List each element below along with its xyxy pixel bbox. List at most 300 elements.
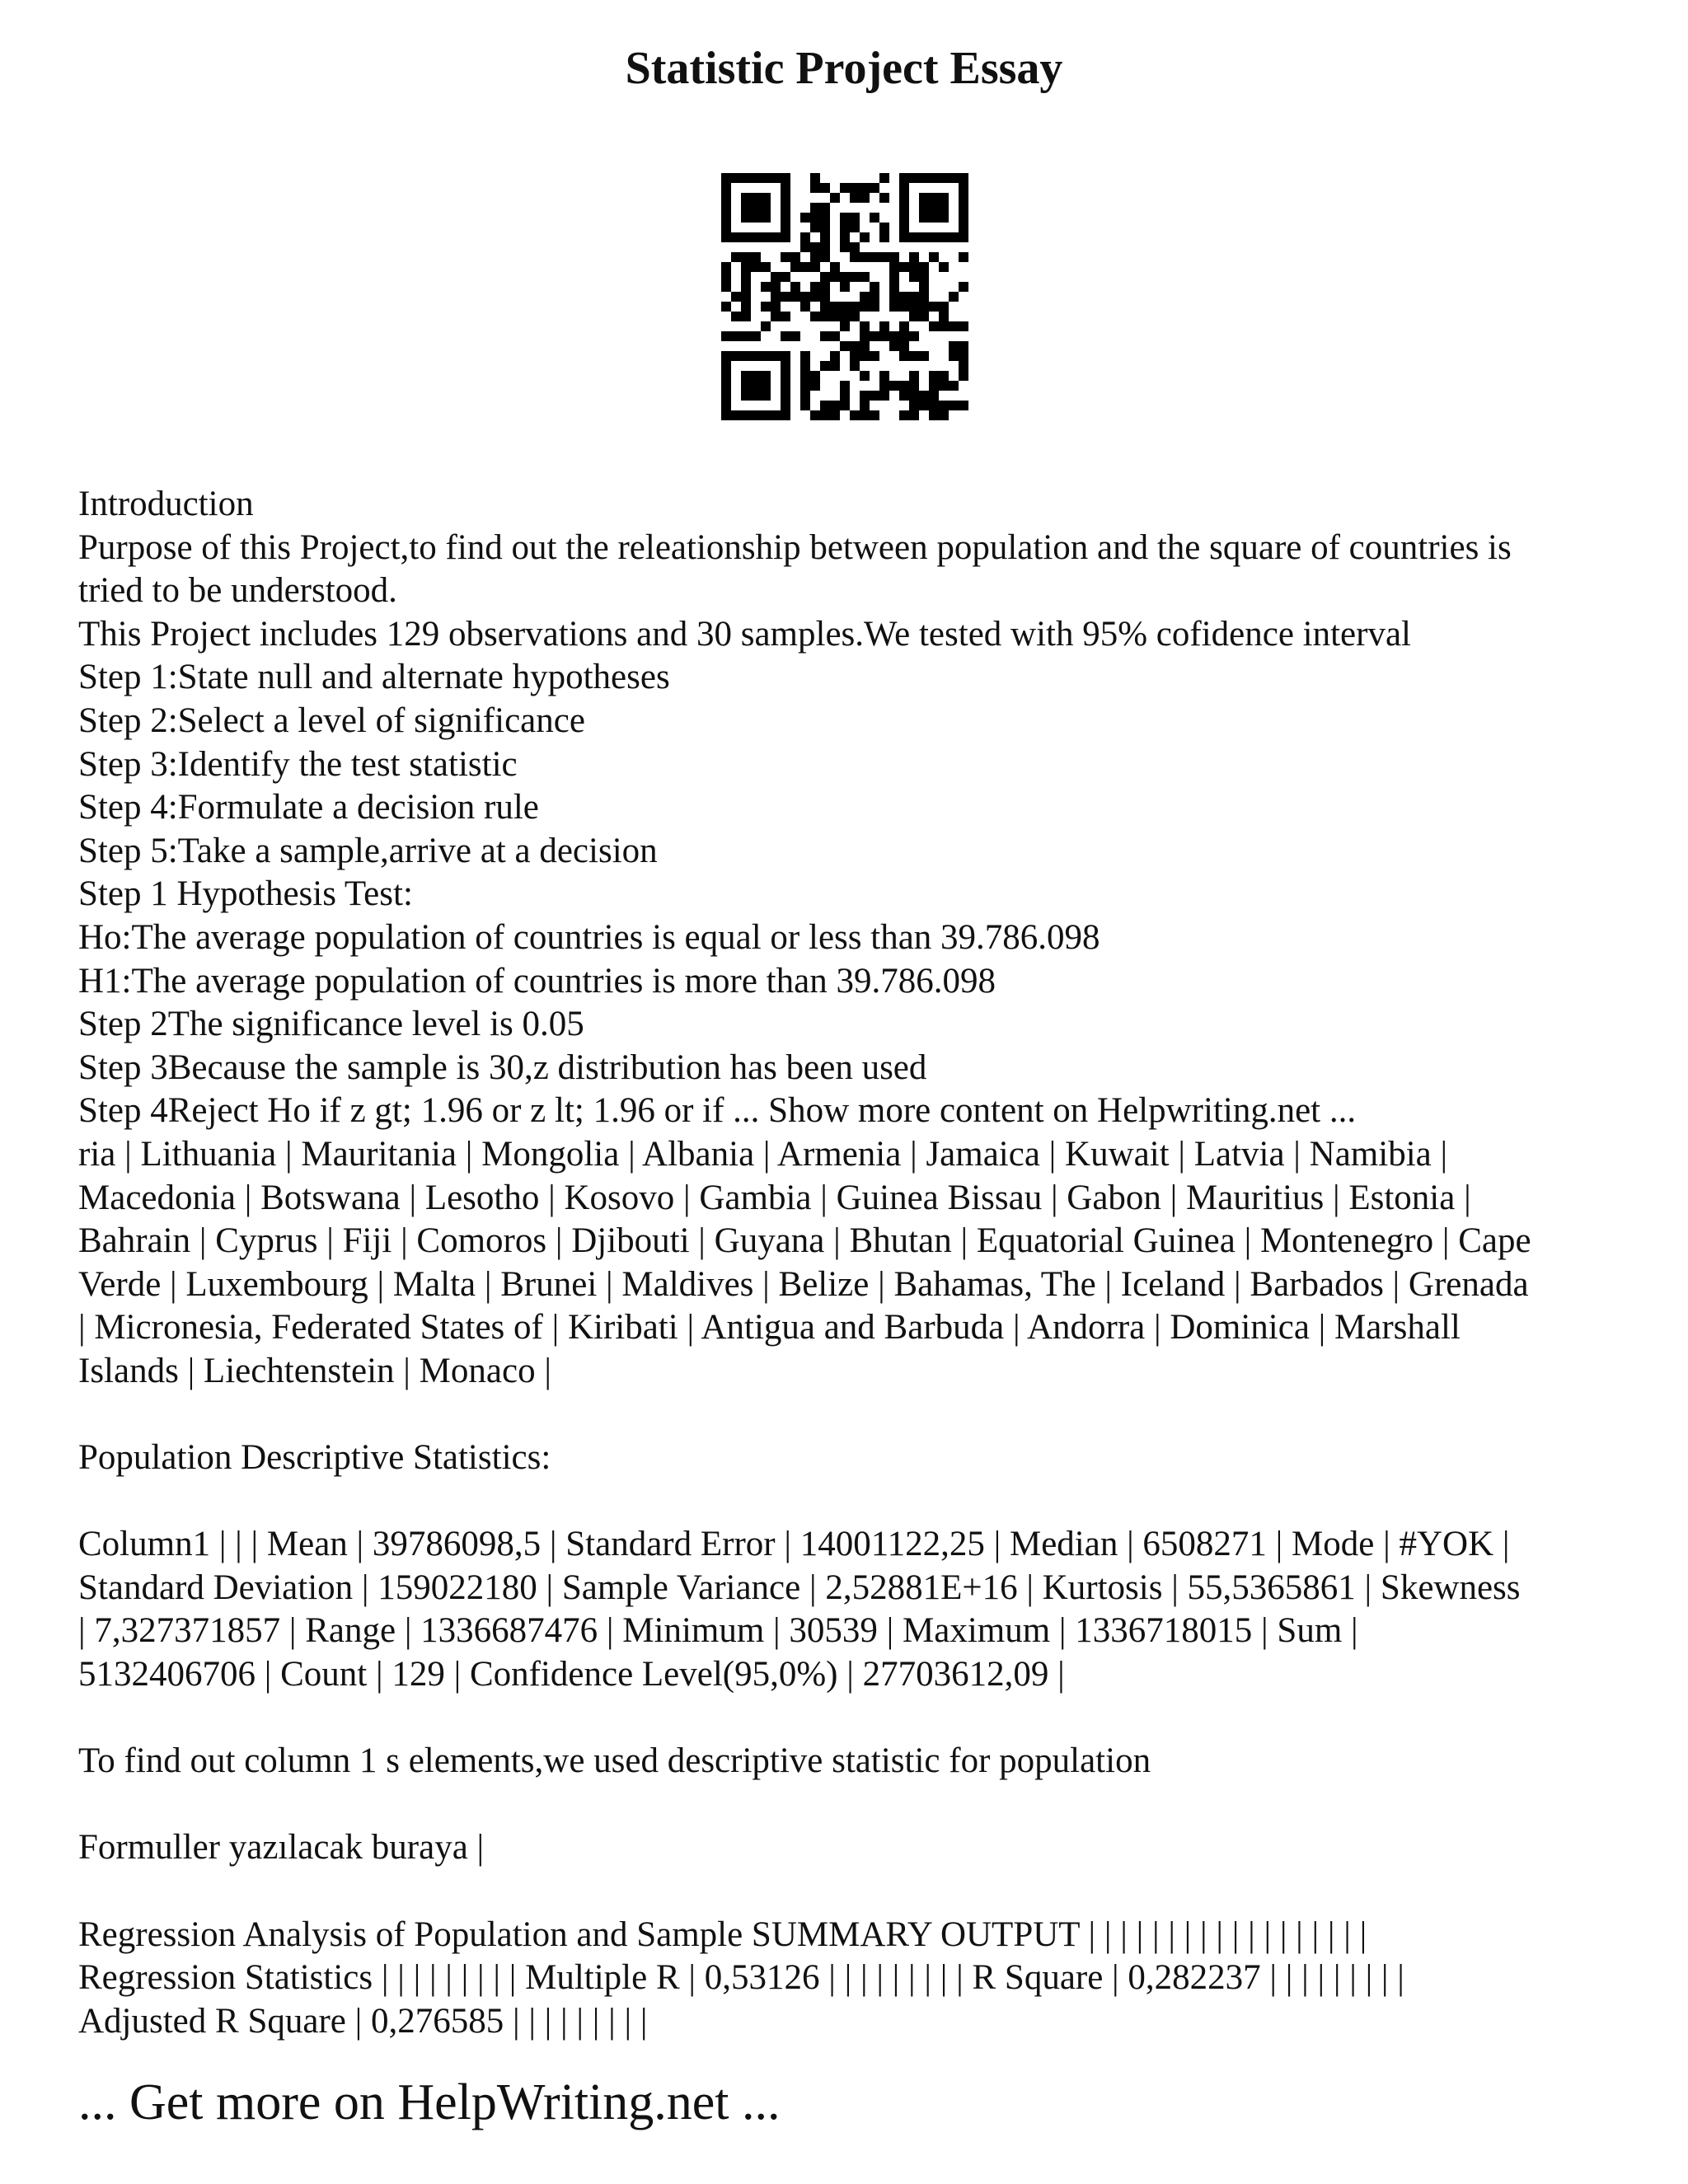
qr-module: [939, 381, 949, 391]
introduction-heading: Introduction: [78, 485, 254, 523]
qr-module: [870, 282, 879, 292]
qr-module: [919, 292, 929, 302]
qr-module: [731, 252, 741, 262]
qr-module: [830, 351, 840, 361]
qr-module: [820, 331, 830, 341]
qr-module: [810, 223, 820, 232]
qr-module: [771, 312, 781, 321]
formula-note-text: Formuller yazılacak buraya |: [78, 1828, 485, 1868]
qr-module: [929, 381, 939, 391]
qr-module: [761, 213, 771, 223]
qr-module: [959, 341, 968, 351]
qr-module: [870, 351, 879, 361]
qr-module: [919, 203, 929, 213]
qr-module: [929, 401, 939, 410]
qr-module: [800, 351, 810, 361]
qr-module: [761, 193, 771, 203]
qr-module: [909, 232, 919, 242]
qr-module: [949, 232, 959, 242]
qr-module: [751, 371, 761, 381]
qr-module: [721, 381, 731, 391]
qr-module: [860, 410, 870, 420]
qr-module: [830, 193, 840, 203]
qr-module: [929, 410, 939, 420]
document-body: [78, 483, 1628, 2132]
qr-module: [949, 381, 959, 391]
qr-module: [761, 381, 771, 391]
qr-module: [909, 312, 919, 321]
qr-module: [810, 292, 820, 302]
qr-module: [781, 223, 790, 232]
qr-module: [820, 401, 830, 410]
qr-module: [959, 213, 968, 223]
qr-module: [909, 252, 919, 262]
qr-module: [751, 193, 761, 203]
qr-module: [830, 410, 840, 420]
qr-module: [899, 391, 909, 401]
qr-module: [909, 401, 919, 410]
qr-module: [731, 410, 741, 420]
qr-module: [919, 193, 929, 203]
qr-module: [919, 302, 929, 312]
qr-module: [741, 232, 751, 242]
paragraph-gap: [78, 1393, 1628, 1436]
qr-module: [850, 341, 860, 351]
qr-module: [721, 351, 731, 361]
qr-module: [939, 213, 949, 223]
qr-module: [790, 252, 800, 262]
qr-module: [850, 223, 860, 232]
qr-module: [929, 193, 939, 203]
qr-module: [721, 262, 731, 272]
qr-module: [751, 381, 761, 391]
qr-module: [939, 262, 949, 272]
qr-module: [879, 331, 889, 341]
qr-module: [790, 331, 800, 341]
paragraph-gap: [78, 1697, 1628, 1741]
qr-module: [820, 232, 830, 242]
qr-module: [860, 193, 870, 203]
qr-module: [721, 282, 731, 292]
qr-module: [741, 391, 751, 401]
intro-line: Step 3Because the sample is 30,z distribution has been used: [78, 1047, 927, 1087]
formula-note: [78, 1826, 1628, 1870]
qr-module: [850, 183, 860, 193]
qr-module: [771, 272, 781, 282]
qr-module: [800, 262, 810, 272]
descriptive-line: Standard Deviation | 159022180 | Sample Variance | 2,52881E+16 | Kurtosis | 55,5365861 | Skewness: [78, 1568, 1521, 1607]
qr-module: [919, 401, 929, 410]
qr-module: [800, 292, 810, 302]
intro-line: Ho:The average population of countries is equal or less than 39.786.098: [78, 917, 1100, 957]
qr-module: [860, 371, 870, 381]
qr-module: [741, 381, 751, 391]
intro-line: Step 4:Formulate a decision rule: [78, 788, 539, 827]
intro-line: Step 2:Select a level of significance: [78, 701, 585, 740]
qr-module: [800, 361, 810, 371]
qr-module: [751, 410, 761, 420]
qr-module: [781, 183, 790, 193]
qr-module: [731, 292, 741, 302]
qr-module: [850, 252, 860, 262]
qr-module: [800, 391, 810, 401]
qr-module: [781, 401, 790, 410]
qr-module: [840, 213, 850, 223]
qr-module: [741, 410, 751, 420]
qr-module: [721, 391, 731, 401]
intro-line: This Project includes 129 observations and 30 samples.We tested with 95% cofidence interval: [78, 614, 1411, 654]
qr-module: [889, 341, 899, 351]
qr-module: [781, 361, 790, 371]
column-note-text: To find out column 1 s elements,we used descriptive statistic for population: [78, 1741, 1151, 1781]
qr-module: [909, 272, 919, 282]
qr-module: [870, 252, 879, 262]
qr-module: [889, 252, 899, 262]
qr-module: [909, 292, 919, 302]
descriptive-line: | 7,327371857 | Range | 1336687476 | Minimum | 30539 | Maximum | 1336718015 | Sum |: [78, 1611, 1358, 1651]
qr-module: [850, 272, 860, 282]
intro-line: Step 2The significance level is 0.05: [78, 1005, 584, 1044]
qr-module: [949, 341, 959, 351]
qr-module: [909, 371, 919, 381]
qr-module: [899, 292, 909, 302]
qr-module: [781, 252, 790, 262]
qr-module: [870, 183, 879, 193]
qr-module: [741, 213, 751, 223]
qr-module: [860, 321, 870, 331]
qr-module: [879, 321, 889, 331]
qr-module: [899, 173, 909, 183]
qr-module: [840, 183, 850, 193]
qr-module: [959, 173, 968, 183]
qr-module: [870, 391, 879, 401]
qr-module: [741, 203, 751, 213]
qr-module: [741, 173, 751, 183]
qr-module: [840, 312, 850, 321]
qr-module: [771, 292, 781, 302]
qr-module: [781, 391, 790, 401]
qr-module: [879, 232, 889, 242]
qr-module: [929, 371, 939, 381]
intro-line: Verde | Luxembourg | Malta | Brunei | Maldives | Belize | Bahamas, The | Iceland | Barbados | Grenada: [78, 1264, 1529, 1304]
qr-module: [929, 232, 939, 242]
qr-module: [850, 302, 860, 312]
qr-module: [949, 173, 959, 183]
qr-module: [721, 213, 731, 223]
qr-module: [889, 302, 899, 312]
qr-module: [790, 282, 800, 292]
qr-module: [939, 203, 949, 213]
column-note: [78, 1740, 1628, 1783]
qr-module: [959, 351, 968, 361]
qr-module: [850, 410, 860, 420]
qr-module: [751, 331, 761, 341]
qr-module: [939, 193, 949, 203]
qr-module: [899, 381, 909, 391]
introduction-section: [78, 483, 1628, 1393]
regression-summary: [78, 1914, 1628, 2044]
qr-module: [721, 223, 731, 232]
intro-line: Macedonia | Botswana | Lesotho | Kosovo | Gambia | Guinea Bissau | Gabon | Mauritius | Estonia |: [78, 1178, 1471, 1217]
qr-module: [800, 401, 810, 410]
qr-module: [929, 203, 939, 213]
qr-module: [781, 173, 790, 183]
qr-module: [781, 351, 790, 361]
qr-module: [741, 312, 751, 321]
qr-module: [751, 173, 761, 183]
qr-module: [721, 183, 731, 193]
qr-module: [810, 252, 820, 262]
qr-module: [899, 410, 909, 420]
qr-module: [751, 391, 761, 401]
qr-module: [919, 312, 929, 321]
qr-module: [899, 232, 909, 242]
qr-module: [751, 232, 761, 242]
qr-module: [929, 173, 939, 183]
qr-module: [919, 262, 929, 272]
qr-module: [850, 242, 860, 252]
qr-module: [860, 302, 870, 312]
qr-module: [840, 223, 850, 232]
qr-module: [929, 391, 939, 401]
qr-module: [879, 193, 889, 203]
qr-module: [721, 302, 731, 312]
qr-module: [761, 282, 771, 292]
qr-module: [800, 371, 810, 381]
qr-module: [909, 262, 919, 272]
qr-module: [909, 302, 919, 312]
qr-module: [939, 173, 949, 183]
qr-module: [781, 371, 790, 381]
qr-module: [899, 203, 909, 213]
qr-module: [820, 282, 830, 292]
qr-module: [899, 193, 909, 203]
qr-module: [840, 272, 850, 282]
descriptive-heading: [78, 1436, 1628, 1480]
qr-module: [899, 223, 909, 232]
helpwriting-footer-link[interactable]: ... Get more on HelpWriting.net ...: [78, 2074, 781, 2131]
qr-module: [929, 213, 939, 223]
paragraph-gap: [78, 1783, 1628, 1827]
qr-module: [731, 173, 741, 183]
qr-module: [721, 401, 731, 410]
qr-module: [761, 371, 771, 381]
qr-module: [860, 401, 870, 410]
qr-module: [959, 282, 968, 292]
qr-module: [810, 262, 820, 272]
qr-module: [781, 272, 790, 282]
qr-module: [939, 312, 949, 321]
qr-module: [840, 381, 850, 391]
qr-module: [870, 302, 879, 312]
qr-module: [879, 223, 889, 232]
qr-module: [761, 203, 771, 213]
qr-code-graphic: [721, 173, 968, 420]
qr-module: [959, 183, 968, 193]
qr-module: [919, 213, 929, 223]
qr-module: [909, 381, 919, 391]
qr-module: [889, 282, 899, 292]
document-title: Statistic Project Essay: [625, 43, 1063, 94]
qr-module: [899, 341, 909, 351]
qr-module: [741, 272, 751, 282]
qr-module: [820, 272, 830, 282]
qr-module: [870, 331, 879, 341]
qr-module: [889, 292, 899, 302]
qr-module: [761, 232, 771, 242]
qr-module: [751, 351, 761, 361]
qr-module: [731, 312, 741, 321]
descriptive-heading-text: Population Descriptive Statistics:: [78, 1438, 551, 1478]
qr-module: [850, 312, 860, 321]
qr-module: [781, 381, 790, 391]
qr-module: [879, 371, 889, 381]
qr-module: [919, 232, 929, 242]
qr-module: [959, 371, 968, 381]
qr-module: [860, 351, 870, 361]
qr-module: [879, 173, 889, 183]
qr-module: [800, 302, 810, 312]
regression-line: Adjusted R Square | 0,276585 | | | | | | | | |: [78, 2001, 648, 2041]
qr-module: [909, 173, 919, 183]
qr-module: [751, 203, 761, 213]
qr-module: [889, 272, 899, 282]
intro-line: | Micronesia, Federated States of | Kiribati | Antigua and Barbuda | Andorra | Dominica | Marshall: [78, 1308, 1461, 1347]
qr-module: [899, 183, 909, 193]
qr-module: [860, 183, 870, 193]
qr-module: [840, 391, 850, 401]
intro-line: ria | Lithuania | Mauritania | Mongolia | Albania | Armenia | Jamaica | Kuwait | Latvia | Namibia |: [78, 1134, 1448, 1174]
intro-line: Islands | Liechtenstein | Monaco |: [78, 1351, 551, 1390]
qr-module: [830, 331, 840, 341]
regression-line: Regression Statistics | | | | | | | | | Multiple R | 0,53126 | | | | | | | | | R Square | 0,282237 | | | | | | | | |: [78, 1958, 1404, 1998]
qr-module: [899, 262, 909, 272]
qr-module: [771, 173, 781, 183]
qr-module: [820, 213, 830, 223]
qr-module: [899, 213, 909, 223]
qr-module: [919, 282, 929, 292]
qr-module: [800, 213, 810, 223]
qr-module: [810, 371, 820, 381]
qr-module: [919, 351, 929, 361]
qr-module: [820, 203, 830, 213]
qr-module: [781, 331, 790, 341]
qr-module: [939, 321, 949, 331]
qr-module: [870, 213, 879, 223]
qr-module: [830, 401, 840, 410]
qr-module: [860, 341, 870, 351]
qr-module: [820, 302, 830, 312]
qr-module: [721, 173, 731, 183]
qr-module: [800, 232, 810, 242]
qr-module: [810, 183, 820, 193]
intro-line: H1:The average population of countries is more than 39.786.098: [78, 961, 996, 1001]
qr-module: [879, 391, 889, 401]
qr-module: [741, 302, 751, 312]
qr-module: [919, 272, 929, 282]
qr-module: [959, 232, 968, 242]
intro-line: Step 1:State null and alternate hypotheses: [78, 658, 670, 697]
qr-module: [830, 262, 840, 272]
qr-module: [959, 203, 968, 213]
qr-module: [860, 292, 870, 302]
qr-module: [741, 351, 751, 361]
qr-module: [870, 410, 879, 420]
qr-module: [731, 351, 741, 361]
qr-module: [959, 252, 968, 262]
qr-module: [949, 351, 959, 361]
qr-module: [721, 272, 731, 282]
qr-module: [741, 292, 751, 302]
qr-module: [840, 232, 850, 242]
qr-module: [810, 282, 820, 292]
qr-module: [820, 252, 830, 262]
qr-module: [771, 410, 781, 420]
qr-module: [850, 213, 860, 223]
qr-module: [761, 262, 771, 272]
qr-module: [781, 312, 790, 321]
qr-module: [840, 341, 850, 351]
qr-module: [939, 302, 949, 312]
qr-module: [840, 321, 850, 331]
qr-module: [919, 391, 929, 401]
qr-module: [771, 351, 781, 361]
qr-module: [899, 331, 909, 341]
qr-module: [939, 371, 949, 381]
qr-module: [959, 223, 968, 232]
qr-module: [810, 381, 820, 391]
qr-module: [751, 252, 761, 262]
qr-module: [830, 272, 840, 282]
qr-module: [879, 252, 889, 262]
intro-line: Step 4Reject Ho if z gt; 1.96 or z lt; 1.96 or if ... Show more content on Helpwriting.net ...: [78, 1091, 1357, 1131]
qr-module: [721, 193, 731, 203]
qr-module: [830, 302, 840, 312]
qr-module: [721, 232, 731, 242]
qr-module: [761, 321, 771, 331]
qr-module: [909, 410, 919, 420]
qr-module: [830, 312, 840, 321]
qr-module: [840, 282, 850, 292]
qr-module: [820, 410, 830, 420]
qr-module: [840, 401, 850, 410]
qr-module: [761, 391, 771, 401]
qr-module: [840, 302, 850, 312]
qr-module: [929, 302, 939, 312]
qr-module: [860, 232, 870, 242]
qr-module: [751, 213, 761, 223]
intro-line: Bahrain | Cyprus | Fiji | Comoros | Djibouti | Guyana | Bhutan | Equatorial Guinea | Montenegro | Cape: [78, 1221, 1531, 1261]
qr-module: [810, 213, 820, 223]
qr-module: [810, 203, 820, 213]
qr-module: [929, 252, 939, 262]
qr-module: [741, 282, 751, 292]
qr-module: [810, 312, 820, 321]
qr-module: [741, 262, 751, 272]
qr-module: [820, 242, 830, 252]
qr-module: [879, 381, 889, 391]
qr-module: [741, 252, 751, 262]
qr-module: [721, 371, 731, 381]
qr-module: [810, 410, 820, 420]
qr-module: [949, 292, 959, 302]
qr-module: [790, 292, 800, 302]
qr-module: [850, 193, 860, 203]
intro-line: Step 5:Take a sample,arrive at a decision: [78, 831, 658, 870]
descriptive-statistics: [78, 1523, 1628, 1696]
qr-module: [949, 401, 959, 410]
qr-module: [889, 331, 899, 341]
